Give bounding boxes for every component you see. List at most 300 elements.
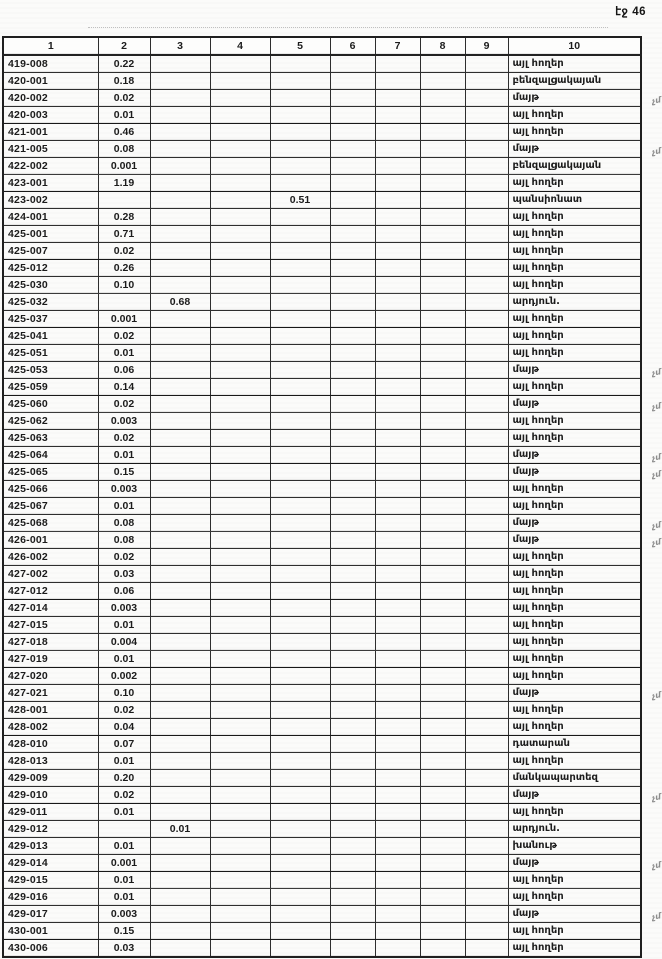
land-use-label: բենզալցակայան [512,160,602,171]
value-cell-col7 [375,379,420,396]
parcel-code-cell: 429-009 [3,770,98,787]
value-cell-col6 [330,141,375,158]
value-cell-col7 [375,532,420,549]
value-cell-col3 [150,719,210,736]
table-row [3,124,641,141]
land-use-label: այլ հողեր [512,228,564,239]
value-cell-col8 [420,277,465,294]
table-row [3,770,641,787]
parcel-code-cell: 421-005 [3,141,98,158]
value-cell-col2: 0.07 [98,736,150,753]
value-cell-col3 [150,328,210,345]
value-cell-col9 [465,294,508,311]
value-cell-col2: 0.02 [98,430,150,447]
value-cell-col2: 0.08 [98,141,150,158]
value-cell-col3 [150,447,210,464]
value-cell-col5 [270,770,330,787]
value-cell-col5 [270,583,330,600]
value-cell-col9 [465,736,508,753]
column-header-8: 8 [420,37,465,55]
land-use-cell [508,481,641,498]
value-cell-col4 [210,379,270,396]
value-cell-col4 [210,634,270,651]
value-cell-col9 [465,651,508,668]
handwritten-margin-note: չմ [651,469,662,480]
value-cell-col3 [150,770,210,787]
value-cell-col8 [420,685,465,702]
value-cell-col8 [420,413,465,430]
value-cell-col7 [375,685,420,702]
parcel-code-cell: 427-014 [3,600,98,617]
value-cell-col2: 0.02 [98,702,150,719]
land-use-cell [508,175,641,192]
value-cell-col2: 0.03 [98,940,150,958]
table-row [3,209,641,226]
value-cell-col4 [210,753,270,770]
value-cell-col3 [150,668,210,685]
value-cell-col3 [150,634,210,651]
value-cell-col2: 0.01 [98,345,150,362]
land-use-cell [508,498,641,515]
parcel-code-cell: 425-060 [3,396,98,413]
land-use-label: այլ հողեր [512,806,564,817]
table-row [3,226,641,243]
land-use-label: այլ հողեր [512,347,564,358]
value-cell-col5 [270,226,330,243]
land-use-cell [508,277,641,294]
value-cell-col7 [375,277,420,294]
value-cell-col4 [210,311,270,328]
value-cell-col2: 0.03 [98,566,150,583]
value-cell-col3 [150,396,210,413]
value-cell-col3 [150,413,210,430]
value-cell-col7 [375,889,420,906]
table-row [3,736,641,753]
parcel-code-cell: 429-017 [3,906,98,923]
value-cell-col9 [465,55,508,73]
value-cell-col8 [420,379,465,396]
value-cell-col7 [375,192,420,209]
land-use-cell [508,107,641,124]
value-cell-col3 [150,73,210,90]
parcel-code-cell: 429-010 [3,787,98,804]
parcel-code-cell: 427-020 [3,668,98,685]
parcel-code-cell: 429-013 [3,838,98,855]
parcel-code-cell: 427-002 [3,566,98,583]
value-cell-col5 [270,73,330,90]
table-row [3,107,641,124]
land-use-label: այլ հողեր [512,279,564,290]
parcel-code-cell: 419-008 [3,55,98,73]
value-cell-col3 [150,464,210,481]
land-use-cell [508,923,641,940]
value-cell-col4 [210,906,270,923]
land-use-cell [508,821,641,838]
handwritten-margin-note: չմ [651,860,662,871]
value-cell-col8 [420,549,465,566]
value-cell-col6 [330,770,375,787]
value-cell-col8 [420,753,465,770]
handwritten-margin-note: չմ [651,520,662,531]
value-cell-col8 [420,566,465,583]
value-cell-col7 [375,260,420,277]
table-row [3,73,641,90]
land-use-label: դատարան [512,738,570,749]
table-row [3,294,641,311]
land-use-label: այլ հողեր [512,636,564,647]
table-row [3,515,641,532]
value-cell-col3: 0.68 [150,294,210,311]
value-cell-col6 [330,328,375,345]
value-cell-col8 [420,294,465,311]
land-use-label: այլ հողեր [512,58,564,69]
value-cell-col2 [98,294,150,311]
value-cell-col3 [150,55,210,73]
value-cell-col2: 0.22 [98,55,150,73]
header-row [3,37,641,55]
parcel-code-cell: 430-006 [3,940,98,958]
land-use-label: մայթ [512,449,539,460]
value-cell-col2 [98,192,150,209]
land-use-label: այլ հողեր [512,942,564,953]
column-header-10: 10 [508,37,641,55]
value-cell-col9 [465,481,508,498]
land-use-label: այլ հողեր [512,874,564,885]
value-cell-col3: 0.01 [150,821,210,838]
land-use-label: մայթ [512,143,539,154]
value-cell-col2: 0.71 [98,226,150,243]
value-cell-col4 [210,600,270,617]
table-row [3,821,641,838]
land-use-cell [508,430,641,447]
value-cell-col5 [270,940,330,958]
land-use-cell [508,532,662,549]
value-cell-col5 [270,906,330,923]
value-cell-col7 [375,651,420,668]
value-cell-col9 [465,515,508,532]
table-body [3,55,662,957]
land-use-cell [508,413,641,430]
parcel-code-cell: 423-002 [3,192,98,209]
table-row [3,685,641,702]
value-cell-col5 [270,464,330,481]
column-header-9: 9 [465,37,508,55]
parcel-code-cell: 425-030 [3,277,98,294]
value-cell-col4 [210,532,270,549]
value-cell-col3 [150,481,210,498]
value-cell-col9 [465,753,508,770]
value-cell-col9 [465,770,508,787]
value-cell-col8 [420,260,465,277]
value-cell-col4 [210,498,270,515]
value-cell-col7 [375,124,420,141]
value-cell-col8 [420,481,465,498]
parcel-code-cell: 430-001 [3,923,98,940]
land-use-label: մայթ [512,466,539,477]
table-row [3,923,641,940]
value-cell-col5 [270,549,330,566]
land-use-label: այլ հողեր [512,755,564,766]
value-cell-col4 [210,804,270,821]
value-cell-col9 [465,583,508,600]
value-cell-col3 [150,158,210,175]
land-use-cell [508,736,641,753]
value-cell-col9 [465,260,508,277]
land-use-label: այլ հողեր [512,432,564,443]
value-cell-col8 [420,906,465,923]
land-use-cell [508,515,662,532]
value-cell-col8 [420,226,465,243]
value-cell-col8 [420,192,465,209]
value-cell-col4 [210,175,270,192]
value-cell-col8 [420,651,465,668]
value-cell-col8 [420,600,465,617]
value-cell-col2: 0.06 [98,583,150,600]
value-cell-col7 [375,430,420,447]
parcel-code-cell: 422-002 [3,158,98,175]
value-cell-col8 [420,90,465,107]
value-cell-col9 [465,923,508,940]
value-cell-col8 [420,634,465,651]
value-cell-col9 [465,141,508,158]
value-cell-col6 [330,481,375,498]
land-use-label: մայթ [512,789,539,800]
page-number-label: էջ 46 [615,6,646,18]
parcel-code-cell: 425-001 [3,226,98,243]
value-cell-col8 [420,889,465,906]
land-use-label: պանսիոնատ [512,194,583,205]
value-cell-col4 [210,158,270,175]
land-use-cell [508,158,641,175]
value-cell-col7 [375,770,420,787]
scan-artifact-line [88,27,608,28]
value-cell-col5 [270,821,330,838]
table-row [3,345,641,362]
value-cell-col5 [270,532,330,549]
value-cell-col6 [330,192,375,209]
value-cell-col2: 0.10 [98,277,150,294]
value-cell-col3 [150,175,210,192]
value-cell-col7 [375,923,420,940]
value-cell-col3 [150,260,210,277]
land-use-cell [508,260,641,277]
land-use-cell [508,787,662,804]
value-cell-col6 [330,634,375,651]
land-use-cell [508,566,641,583]
value-cell-col9 [465,430,508,447]
value-cell-col2: 0.18 [98,73,150,90]
handwritten-margin-note: չմ [651,95,662,106]
value-cell-col3 [150,124,210,141]
land-use-label: այլ հողեր [512,262,564,273]
column-header-2: 2 [98,37,150,55]
value-cell-col9 [465,90,508,107]
land-use-label: այլ հողեր [512,670,564,681]
value-cell-col9 [465,226,508,243]
table-row [3,804,641,821]
parcel-code-cell: 420-002 [3,90,98,107]
land-use-label: այլ հողեր [512,126,564,137]
value-cell-col5 [270,634,330,651]
value-cell-col5 [270,175,330,192]
value-cell-col8 [420,464,465,481]
value-cell-col7 [375,447,420,464]
value-cell-col5 [270,702,330,719]
parcel-code-cell: 428-013 [3,753,98,770]
land-use-label: այլ հողեր [512,211,564,222]
value-cell-col2: 0.01 [98,617,150,634]
land-use-cell [508,940,641,958]
value-cell-col6 [330,923,375,940]
value-cell-col3 [150,243,210,260]
value-cell-col7 [375,90,420,107]
land-use-label: այլ հողեր [512,500,564,511]
value-cell-col3 [150,804,210,821]
land-use-cell [508,447,662,464]
value-cell-col7 [375,464,420,481]
table-row [3,328,641,345]
value-cell-col8 [420,787,465,804]
table-row [3,447,641,464]
value-cell-col8 [420,447,465,464]
value-cell-col3 [150,685,210,702]
value-cell-col5 [270,617,330,634]
value-cell-col6 [330,702,375,719]
value-cell-col6 [330,260,375,277]
parcel-code-cell: 428-001 [3,702,98,719]
parcel-code-cell: 427-019 [3,651,98,668]
value-cell-col7 [375,328,420,345]
value-cell-col9 [465,566,508,583]
value-cell-col2: 0.003 [98,413,150,430]
value-cell-col6 [330,600,375,617]
value-cell-col8 [420,838,465,855]
value-cell-col6 [330,73,375,90]
value-cell-col2: 0.02 [98,787,150,804]
value-cell-col8 [420,311,465,328]
value-cell-col4 [210,277,270,294]
value-cell-col7 [375,804,420,821]
value-cell-col7 [375,940,420,958]
land-use-label: բենզալցակայան [512,75,602,86]
value-cell-col7 [375,311,420,328]
value-cell-col9 [465,345,508,362]
parcel-code-cell: 425-059 [3,379,98,396]
value-cell-col5 [270,923,330,940]
value-cell-col6 [330,243,375,260]
value-cell-col5 [270,277,330,294]
land-use-cell [508,651,641,668]
value-cell-col3 [150,379,210,396]
value-cell-col4 [210,651,270,668]
value-cell-col6 [330,430,375,447]
value-cell-col2: 0.003 [98,481,150,498]
value-cell-col8 [420,175,465,192]
value-cell-col3 [150,923,210,940]
value-cell-col9 [465,311,508,328]
parcel-code-cell: 424-001 [3,209,98,226]
value-cell-col4 [210,566,270,583]
land-use-label: մայթ [512,517,539,528]
table-row [3,940,641,958]
land-use-label: մայթ [512,908,539,919]
value-cell-col2: 0.08 [98,515,150,532]
handwritten-margin-note: չմ [651,792,662,803]
value-cell-col7 [375,906,420,923]
value-cell-col4 [210,583,270,600]
table-row [3,838,641,855]
value-cell-col2: 0.04 [98,719,150,736]
table-row [3,413,641,430]
land-use-cell [508,702,641,719]
parcel-code-cell: 428-002 [3,719,98,736]
land-use-cell [508,209,641,226]
value-cell-col8 [420,821,465,838]
value-cell-col9 [465,498,508,515]
table-row [3,192,641,209]
value-cell-col4 [210,770,270,787]
table-row [3,651,641,668]
value-cell-col5 [270,345,330,362]
value-cell-col7 [375,175,420,192]
value-cell-col9 [465,532,508,549]
value-cell-col7 [375,583,420,600]
table-row [3,481,641,498]
value-cell-col8 [420,668,465,685]
table-row [3,532,641,549]
value-cell-col6 [330,226,375,243]
handwritten-margin-note: չմ [651,146,662,157]
value-cell-col7 [375,872,420,889]
land-use-label: խանութ [512,840,557,851]
value-cell-col8 [420,940,465,958]
value-cell-col9 [465,73,508,90]
value-cell-col3 [150,736,210,753]
table-row [3,889,641,906]
value-cell-col9 [465,124,508,141]
value-cell-col9 [465,192,508,209]
value-cell-col2: 0.01 [98,804,150,821]
value-cell-col3 [150,430,210,447]
handwritten-margin-note: չմ [651,690,662,701]
land-use-cell [508,328,641,345]
land-use-cell [508,141,662,158]
column-header-4: 4 [210,37,270,55]
value-cell-col7 [375,243,420,260]
value-cell-col5 [270,124,330,141]
value-cell-col6 [330,311,375,328]
value-cell-col8 [420,702,465,719]
land-use-label: մայթ [512,857,539,868]
value-cell-col5 [270,685,330,702]
value-cell-col6 [330,804,375,821]
value-cell-col5 [270,396,330,413]
value-cell-col7 [375,702,420,719]
land-use-label: այլ հողեր [512,313,564,324]
value-cell-col2: 0.001 [98,158,150,175]
land-use-label: այլ հողեր [512,245,564,256]
table-row [3,464,641,481]
table-row [3,787,641,804]
value-cell-col5 [270,872,330,889]
value-cell-col7 [375,821,420,838]
value-cell-col5 [270,668,330,685]
value-cell-col2: 0.06 [98,362,150,379]
land-use-label: այլ հողեր [512,483,564,494]
value-cell-col9 [465,702,508,719]
land-use-label: այլ հողեր [512,568,564,579]
parcel-code-cell: 425-051 [3,345,98,362]
